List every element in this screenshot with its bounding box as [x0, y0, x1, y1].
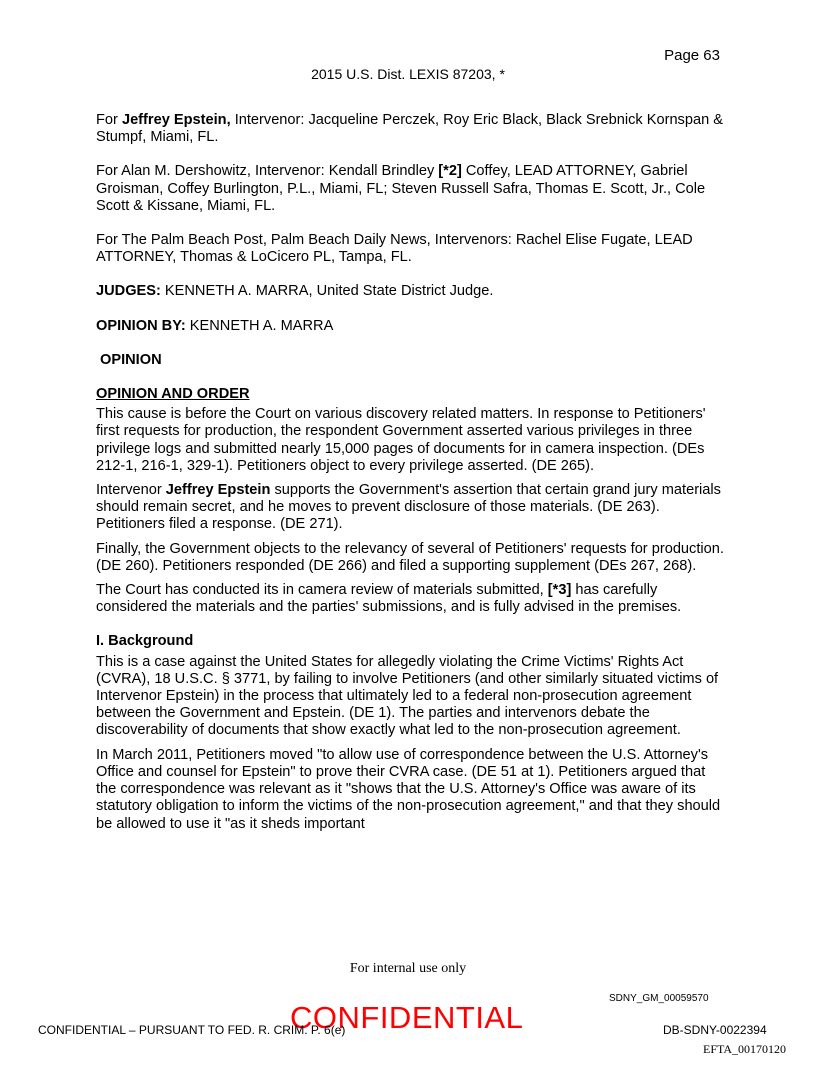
bates-number: SDNY_GM_00059570: [609, 993, 709, 1004]
party-name: Jeffrey Epstein,: [121, 112, 231, 128]
body-paragraph: This is a case against the United States for allegedly violating the Crime Victims' Rights Act (CVRA), 18 U.S.C. § 3771, by failing to involve Petitioners (and other similarly situated victims of Intervenor Epstein) in the process that ultimately led to a federal non-prosecution agreement between the Government and Epstein. (DE 1). The parties and intervenors debate the discoverability of documents that show exactly what led to the non-prosecution agreement.: [96, 653, 719, 739]
opinion-by-line: [96, 318, 728, 335]
page-reference: [*2]: [438, 163, 462, 180]
citation-header: 2015 U.S. Dist. LEXIS 87203, *: [311, 66, 505, 82]
bates-number-secondary: DB-SDNY-0022394: [663, 1023, 767, 1037]
counsel-paragraph: [96, 112, 728, 146]
section-heading: I. Background: [96, 633, 194, 650]
text-span: For: [96, 112, 122, 128]
page-reference: [*3]: [547, 582, 572, 599]
text-span: Intervenor: [96, 482, 166, 499]
text-span: Coffey, LEAD ATTORNEY, Gabriel Groisman, Coffey Burlington, P.L., Miami, FL; Steven Russell Safra, Thomas E. Scott, Jr., Cole Scott & Kissane, Miami, FL.: [96, 163, 706, 214]
page-number: Page 63: [664, 47, 720, 64]
document-body: [96, 112, 728, 840]
text-span: supports the Government's assertion that certain grand jury materials should remain secret, and he moves to prevent disclosure of those materials. (DE 263). Petitioners filed a response. (DE 271).: [96, 482, 721, 533]
confidential-notice: CONFIDENTIAL – PURSUANT TO FED. R. CRIM. P. 6(e): [38, 1023, 346, 1037]
text-span: Intervenor: Jacqueline Perczek, Roy Eric Black, Black Srebnick Kornspan & Stumpf, Miami, FL.: [96, 112, 723, 146]
opinion-heading: OPINION: [100, 351, 162, 368]
text-span: has carefully considered the materials and the parties' submissions, and is fully advised in the premises.: [96, 582, 682, 616]
judges-label: JUDGES:: [96, 283, 161, 300]
opinion-by-text: KENNETH A. MARRA: [185, 317, 334, 334]
counsel-paragraph: [96, 163, 728, 215]
body-paragraph: This cause is before the Court on various discovery related matters. In response to Petitioners' first requests for production, the respondent Government asserted various privileges in three privilege logs and submitted nearly 15,000 pages of documents for in camera inspection. (DEs 212-1, 216-1, 329-1). Petitioners object to every privilege asserted. (DE 265).: [96, 406, 706, 474]
body-paragraph: [96, 582, 728, 616]
efta-number: EFTA_00170120: [703, 1042, 787, 1056]
body-paragraph: [96, 482, 728, 534]
judges-line: [96, 283, 728, 300]
body-paragraph: Finally, the Government objects to the relevancy of several of Petitioners' requests for production. (DE 260). Petitioners responded (DE 266) and filed a supporting supplement (DEs 267, 268).: [96, 540, 724, 574]
order-heading: OPINION AND ORDER: [96, 386, 250, 403]
text-span: For Alan M. Dershowitz, Intervenor: Kendall Brindley: [96, 163, 439, 180]
body-paragraph: In March 2011, Petitioners moved "to allow use of correspondence between the U.S. Attorney's Office and counsel for Epstein" to prove their CVRA case. (DE 51 at 1). Petitioners argued that the correspondence was relevant as it "shows that the U.S. Attorney's Office was aware of its statutory obligation to inform the victims of the non-prosecution agreement," and that they should be allowed to use it "as it sheds important: [96, 746, 721, 832]
confidential-stamp: CONFIDENTIAL: [290, 1000, 524, 1035]
judges-text: KENNETH A. MARRA, United State District Judge.: [160, 283, 494, 300]
text-span: The Court has conducted its in camera review of materials submitted,: [96, 582, 548, 599]
opinion-by-label: OPINION BY:: [96, 317, 186, 334]
internal-use-notice: For internal use only: [349, 961, 467, 976]
counsel-paragraph: For The Palm Beach Post, Palm Beach Daily News, Intervenors: Rachel Elise Fugate, LEAD ATTORNEY, Thomas & LoCicero PL, Tampa, FL.: [96, 232, 693, 266]
party-name: Jeffrey Epstein: [165, 482, 271, 499]
